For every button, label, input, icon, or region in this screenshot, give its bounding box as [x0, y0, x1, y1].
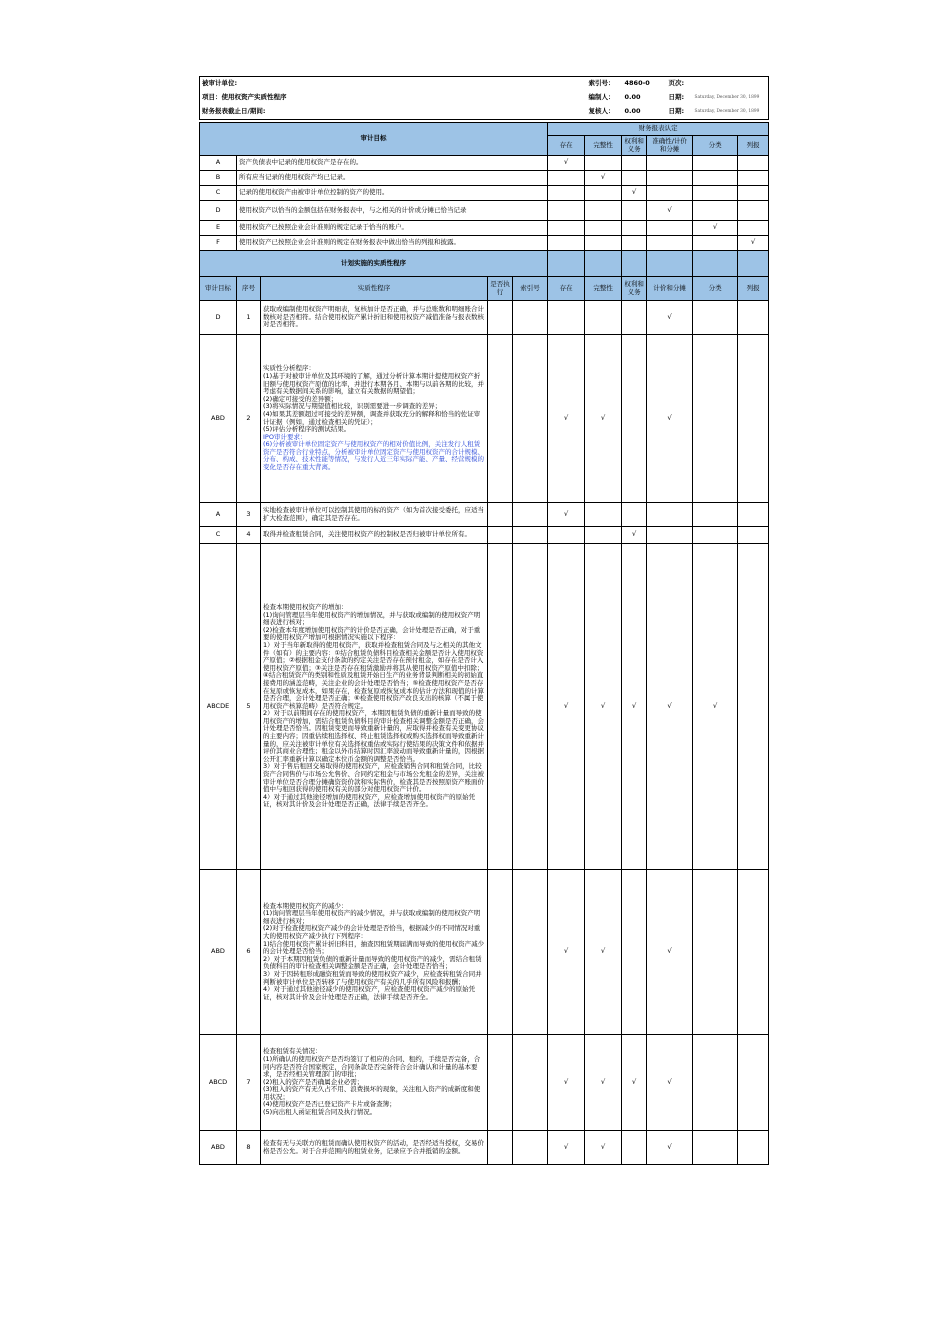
assertion-column-header: 分类	[693, 136, 738, 156]
objective-code: B	[200, 171, 237, 186]
assertion-tick: √	[647, 870, 693, 1035]
assertion-tick	[647, 156, 693, 171]
audited-unit-label: 被审计单位:	[202, 79, 238, 88]
assertion-tick: √	[548, 503, 585, 527]
procedure-text-cell	[261, 1035, 488, 1131]
procedure-row	[200, 335, 769, 503]
assertion-tick: √	[585, 1131, 622, 1165]
procedure-number: 5	[237, 544, 261, 870]
procedure-text: 取得并检查租赁合同，关注使用权资产的控制权是否归被审计单位所有。	[263, 530, 471, 539]
procedure-row	[200, 544, 769, 870]
procedure-text: 检查租赁有关情况： (1)所确认的使用权资产是否均签订了相应的合同、租约，手续是否完备，合同内容是否符合国家规定，合同条款是否完备符合会计确认和计量的基本要求，是否经相关管理部门的审批； (2)租入的资产是否确属企业必需； (3)租入的资产有无久占不用、浪费损坏的现象，关注租入资产的成新度和使用状况； (4)使用权资产是否已登记资产卡片或备查簿； (5)向出租人函证租赁合同及执行情况。	[263, 1047, 481, 1117]
assertion-tick	[693, 171, 738, 186]
assertion-tick	[738, 186, 769, 201]
procedures-title: 计划实施的实质性程序	[200, 251, 548, 277]
assertion-tick	[622, 201, 647, 221]
assertion-column-header: 准确性/计价和分摊	[647, 136, 693, 156]
procedure-row	[200, 301, 769, 335]
procedure-target: ABCD	[200, 1035, 237, 1131]
procedure-number: 4	[237, 527, 261, 544]
procedure-text: 检查本期使用权资产的减少： (1)询问管理层当年使用权资产的减少情况，并与获取或编制的使用权资产明细表进行核对； (2)对于检查使用权资产减少的会计处理是否恰当，根据减少的不同情况对重大的使用权资产减少执行下列程序： 1)结合使用权资产累计折旧科目，抽查因租赁期届满而导致的使用权资产减少的会计处理是否恰当； 2）对于本期因租赁负债的重新计量而导致的使用权资产的减少，需结合租赁负债科目的审计检查相关调整金额是否正确，会计处理是否恰当； 3）对于因转租形成融资租赁而导致的使用权资产减少，应检查转租赁合同并判断被审计单位是否转移了与使用权资产有关的几乎所有风险和报酬； 4）对于通过其他途径减少的使用权资产，应检查使用权资产减少的原始凭证，核对其计价及会计处理是否正确，法律手续是否齐全。	[263, 901, 485, 1001]
assertion-tick	[585, 201, 622, 221]
audit-table	[199, 122, 769, 1165]
assertion-tick	[622, 221, 647, 236]
objective-row	[200, 156, 769, 171]
procedure-column-header: 序号	[237, 277, 261, 301]
executed-cell[interactable]	[488, 870, 513, 1035]
assertion-tick	[647, 527, 693, 544]
reviewer-value: 0.00	[624, 107, 641, 116]
index-label: 索引号：	[588, 79, 615, 88]
procedure-text-cell	[261, 870, 488, 1035]
assertion-tick	[738, 171, 769, 186]
assertion-tick: √	[647, 301, 693, 335]
reviewer-label: 复核人：	[588, 107, 615, 116]
objective-row	[200, 221, 769, 236]
assertion-tick	[548, 236, 585, 251]
assertion-tick	[738, 1035, 769, 1131]
objective-row	[200, 236, 769, 251]
objective-text: 资产负债表中记录的使用权资产是存在的。	[237, 156, 548, 171]
assertion-tick	[548, 186, 585, 201]
reference-cell[interactable]	[513, 335, 548, 503]
assertion-tick: √	[548, 1131, 585, 1165]
procedure-column-header: 索引号	[513, 277, 548, 301]
procedure-target: ABD	[200, 1131, 237, 1165]
assertion-tick	[738, 1131, 769, 1165]
assertion-tick: √	[548, 1035, 585, 1131]
procedure-target: ABCDE	[200, 544, 237, 870]
assertion-tick: √	[647, 201, 693, 221]
assertion-tick	[647, 186, 693, 201]
assertion-tick	[548, 171, 585, 186]
assertion-column-header: 权利和义务	[622, 136, 647, 156]
assertion-tick	[693, 156, 738, 171]
header-table	[199, 76, 769, 120]
reference-cell[interactable]	[513, 1035, 548, 1131]
procedure-column-header: 审计目标	[200, 277, 237, 301]
objective-text: 使用权资产已按照企业会计准则的规定在财务报表中做出恰当的列报和披露。	[237, 236, 548, 251]
assertion-tick	[693, 236, 738, 251]
reference-cell[interactable]	[513, 544, 548, 870]
assertion-tick	[548, 201, 585, 221]
assertion-tick	[585, 301, 622, 335]
procedure-target: D	[200, 301, 237, 335]
assertion-tick: √	[622, 544, 647, 870]
procedure-text-cell	[261, 503, 488, 527]
procedure-target: A	[200, 503, 237, 527]
assertion-tick: √	[693, 544, 738, 870]
objective-code: E	[200, 221, 237, 236]
assertion-tick	[585, 503, 622, 527]
assertion-tick	[738, 544, 769, 870]
procedure-text: 检查本期使用权资产的增加： (1)询问管理层当年使用权资产的增加情况，并与获取或编制的使用权资产明细表进行核对； (2)检查本年度增加使用权资产的计价是否正确，会计处理是否正确，对于重要的使用权资产增加可根据情况实施以下程序： 1）对于当年新取得的使用权资产，获取并检查租赁合同及与之相关的其他文件（如有）的主要内容：①结合租赁负债科目检查相关金额是否计入使用权资产原值；②根据租金支付条款的约定关注是否存在预付租金，如存在是否计入使用权资产原值；③关注是否存在租赁激励并将其从使用权资产原值中扣除；④结合租赁资产的类别和性质及租赁开始日生产的业务背景判断相关的初始直接费用的涵盖范畴，关注企业的会计处理是否恰当；⑤检查使用权资产是否存在复原或恢复成本，如果存在，检查复原或恢复成本的估计方法和现值的计算是否合理，会计处理是否正确；⑥检查使用权资产改良支出的核算（不属于使用权资产核算范畴）是否符合规定。 2）对于以前期间存在的使用权资产，本期因租赁负债的重新计量而导致的使用权资产的增加，需结合租赁负债科目的审计检查相关调整金额是否正确，会计处理是否恰当。因租赁变更而导致重新计量的，应取得并检查有关变更协议的主要内容；因重估续租选择权、终止租赁选择权或购买选择权而导致重新计量的，应关注被审计单位有关选择权重估或实际行使结果的决策文件和依据并评价其商业合理性；租金以外币结算时因汇率波动而导致重新计量的，因根据公开汇率重新计算以确定本位币金额的调整是否恰当。 3）对于售后租回交易取得的使用权资产，应检查销售合同和租赁合同，比较资产合同售价与市场公允售价、合同约定租金与市场公允租金的差异，关注被审计单位是否合理分摊确资资价款和实际售价，检查其是否按照原资产账面价值中与租回获得的使用权有关的部分对使用权资产计价。 4）对于通过其他途径增加的使用权资产，应检查增加使用权资产的原始凭证，核对其计价及会计处理是否正确，法律手续是否齐全。	[263, 602, 484, 809]
workpaper-sheet	[199, 76, 768, 1165]
procedure-text-cell	[261, 1131, 488, 1165]
assertion-tick	[647, 503, 693, 527]
procedure-number: 3	[237, 503, 261, 527]
assertion-tick	[647, 236, 693, 251]
assertion-tick	[622, 301, 647, 335]
procedure-target: C	[200, 527, 237, 544]
assertion-tick	[647, 221, 693, 236]
procedure-column-header: 列报	[738, 277, 769, 301]
assertion-tick: √	[585, 1035, 622, 1131]
assertion-tick: √	[548, 156, 585, 171]
objective-text: 记录的使用权资产由被审计单位控制的资产的使用。	[237, 186, 548, 201]
assertion-tick	[693, 201, 738, 221]
reference-cell[interactable]	[513, 301, 548, 335]
page-label: 页次:	[668, 79, 685, 88]
assertion-tick	[585, 186, 622, 201]
objective-row	[200, 186, 769, 201]
assertion-column-header: 完整性	[585, 136, 622, 156]
period-label: 财务报表截止日/期间:	[202, 107, 266, 116]
objective-code: A	[200, 156, 237, 171]
assertion-tick	[647, 171, 693, 186]
assertion-tick	[548, 527, 585, 544]
index-value: 4860-0	[624, 79, 650, 88]
assertion-tick: √	[647, 335, 693, 503]
assertion-tick	[548, 221, 585, 236]
project-label: 项目：使用权资产实质性程序	[202, 93, 287, 102]
executed-cell[interactable]	[488, 1131, 513, 1165]
assertion-tick	[585, 236, 622, 251]
assertion-tick	[693, 1035, 738, 1131]
assertion-tick	[548, 301, 585, 335]
assertion-tick	[738, 335, 769, 503]
procedure-text-cell	[261, 335, 488, 503]
assertion-tick	[622, 171, 647, 186]
procedure-row	[200, 1131, 769, 1165]
reference-cell[interactable]	[513, 527, 548, 544]
ipo-requirement-text: IPO审计要求： (6)分析被审计单位固定资产与使用权资产的相对价值比例，关注发行人租赁资产是否符合行业特点，分析被审计单位固定资产与使用权资产的合计规模、分布、构成、技术性能等情况，与发行人近三年实际产能、产量、经营规模的变化是否存在重大背离。	[263, 432, 484, 472]
assertion-tick: √	[738, 236, 769, 251]
assertion-tick: √	[548, 870, 585, 1035]
procedure-text-cell	[261, 544, 488, 870]
assertion-tick: √	[622, 186, 647, 201]
assertion-tick: √	[647, 544, 693, 870]
procedure-text: 实地检查被审计单位可以控制其使用的标的资产（如为首次接受委托，应适当扩大检查范围），确定其是否存在。	[263, 505, 484, 522]
procedure-number: 1	[237, 301, 261, 335]
assertion-tick	[738, 503, 769, 527]
assertion-tick	[693, 870, 738, 1035]
assertion-tick: √	[647, 1035, 693, 1131]
procedure-number: 2	[237, 335, 261, 503]
assertion-tick	[738, 156, 769, 171]
assertion-tick	[622, 156, 647, 171]
procedure-text: 获取或编制使用权资产明细表，复核加计是否正确，并与总账数和明细账合计数核对是否相符。结合使用权资产累计折旧和使用权资产减值准备与报表数核对是否相符。	[263, 305, 484, 329]
reference-cell[interactable]	[513, 870, 548, 1035]
assertion-tick: √	[548, 544, 585, 870]
executed-cell[interactable]	[488, 544, 513, 870]
assertion-tick: √	[585, 171, 622, 186]
executed-cell[interactable]	[488, 335, 513, 503]
executed-cell[interactable]	[488, 503, 513, 527]
assertion-tick	[693, 527, 738, 544]
assertion-tick: √	[622, 527, 647, 544]
assertion-tick	[622, 1131, 647, 1165]
assertion-tick	[585, 527, 622, 544]
procedure-row	[200, 503, 769, 527]
date-value: Saturday, December 30, 1899	[694, 109, 760, 115]
procedure-number: 7	[237, 1035, 261, 1131]
date-value: Saturday, December 30, 1899	[694, 95, 760, 101]
assertion-tick	[738, 201, 769, 221]
procedure-number: 6	[237, 870, 261, 1035]
objective-code: D	[200, 201, 237, 221]
procedure-text: 检查有无与关联方的租赁而确认使用权资产的活动，是否经适当授权，交易价格是否公允。对于合并范围内的租赁业务，记录应予合并抵销的金额。	[263, 1138, 484, 1155]
assertion-tick	[622, 870, 647, 1035]
procedure-text-cell	[261, 301, 488, 335]
assertion-tick	[622, 236, 647, 251]
procedure-column-header: 完整性	[585, 277, 622, 301]
assertion-tick: √	[693, 221, 738, 236]
objective-text: 所有应当记录的使用权资产均已记录。	[237, 171, 548, 186]
procedure-column-header: 实质性程序	[261, 277, 488, 301]
procedure-column-header: 存在	[548, 277, 585, 301]
executed-cell[interactable]	[488, 527, 513, 544]
assertion-tick	[693, 335, 738, 503]
assertion-tick	[693, 186, 738, 201]
procedure-target: ABD	[200, 335, 237, 503]
procedure-column-header: 分类	[693, 277, 738, 301]
assertion-tick: √	[647, 1131, 693, 1165]
procedure-row	[200, 527, 769, 544]
assertion-tick	[622, 335, 647, 503]
executed-cell[interactable]	[488, 1035, 513, 1131]
procedure-column-header: 权利和义务	[622, 277, 647, 301]
procedure-column-header: 计价和分摊	[647, 277, 693, 301]
objective-text: 使用权资产以恰当的金额包括在财务报表中，与之相关的计价或分摊已恰当记录	[237, 201, 548, 221]
objective-code: F	[200, 236, 237, 251]
procedure-row	[200, 1035, 769, 1131]
procedure-number: 8	[237, 1131, 261, 1165]
assertion-tick	[738, 221, 769, 236]
date-label: 日期:	[668, 107, 685, 116]
assertion-column-header: 存在	[548, 136, 585, 156]
assertion-tick	[693, 301, 738, 335]
executed-cell[interactable]	[488, 301, 513, 335]
assertion-tick	[738, 301, 769, 335]
procedure-target: ABD	[200, 870, 237, 1035]
assertion-tick: √	[585, 335, 622, 503]
assertions-group-header: 财务报表认定	[548, 123, 769, 136]
reference-cell[interactable]	[513, 1131, 548, 1165]
assertion-column-header: 列报	[738, 136, 769, 156]
assertion-tick	[693, 1131, 738, 1165]
preparer-label: 编制人：	[588, 93, 615, 102]
preparer-value: 0.00	[624, 93, 641, 102]
assertion-tick: √	[622, 1035, 647, 1131]
objective-code: C	[200, 186, 237, 201]
assertion-tick: √	[548, 335, 585, 503]
objective-row	[200, 171, 769, 186]
reference-cell[interactable]	[513, 503, 548, 527]
procedure-text: 实质性分析程序： (1)基于对被审计单位及其环境的了解，通过分析计算本期计提使用权资产折旧额与使用权资产原值的比率，并进行本期各月、本期与以前各期的比较，并考虑有关数据间关系的影响，建立有关数据的期望值； (2)确定可接受的差异额； (3)将实际情况与期望值相比较，识别需要进一步调查的差异； (4)如果其差额超过可接受的差异额，调查并获取充分的解释和恰当的佐证审计证据（例如，通过检查相关的凭证）； (5)评估分析程序的测试结果。	[263, 364, 484, 434]
procedure-text-cell	[261, 527, 488, 544]
procedure-column-header: 是否执行	[488, 277, 513, 301]
assertion-tick	[585, 156, 622, 171]
date-label: 日期:	[668, 93, 685, 102]
assertion-tick	[738, 527, 769, 544]
procedure-row	[200, 870, 769, 1035]
objectives-title: 审计目标	[200, 123, 548, 156]
assertion-tick	[622, 503, 647, 527]
assertion-tick: √	[585, 870, 622, 1035]
assertion-tick: √	[585, 544, 622, 870]
objective-row	[200, 201, 769, 221]
assertion-tick	[693, 503, 738, 527]
assertion-tick	[585, 221, 622, 236]
assertion-tick	[738, 870, 769, 1035]
objective-text: 使用权资产已按照企业会计准则的规定记录于恰当的账户。	[237, 221, 548, 236]
